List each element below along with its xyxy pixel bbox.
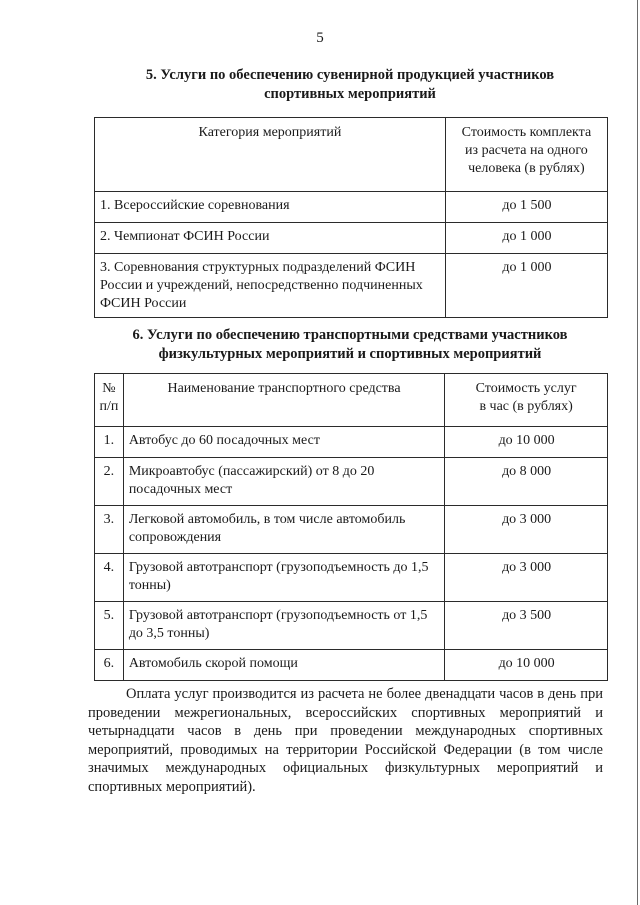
number-header-line-2: п/п <box>99 399 119 414</box>
cost-header-line-3: человека (в рублях) <box>468 161 585 176</box>
vehicle-cell: Грузовой автотранспорт (грузоподъемность от 1,5 до 3,5 тонны) <box>123 602 444 650</box>
cost-cell: до 3 000 <box>445 506 608 554</box>
table-row <box>95 254 608 318</box>
cost-cell: до 10 000 <box>445 427 608 458</box>
section-5-heading-line-1: 5. Услуги по обеспечению сувенирной продукцией участников <box>145 67 555 83</box>
category-cell: 3. Соревнования структурных подразделений ФСИН России и учреждений, непосредственно подчиненных ФСИН России <box>95 254 446 318</box>
section-6-heading <box>90 326 610 364</box>
cost-header-line-2: в час (в рублях) <box>479 399 573 414</box>
row-number-cell: 6. <box>95 650 124 681</box>
page-number: 5 <box>316 30 324 46</box>
cost-cell: до 3 500 <box>445 602 608 650</box>
cost-cell: до 3 000 <box>445 554 608 602</box>
row-number-cell: 2. <box>95 458 124 506</box>
row-number-cell: 5. <box>95 602 124 650</box>
table-header-row <box>95 118 608 192</box>
cost-header-line-2: из расчета на одного <box>465 143 588 158</box>
cost-header-line-1: Стоимость комплекта <box>461 125 592 140</box>
cost-cell: до 1 000 <box>445 254 607 318</box>
cost-cell: до 1 500 <box>445 192 607 223</box>
page-edge-line <box>637 0 638 905</box>
category-cell: 2. Чемпионат ФСИН России <box>95 223 446 254</box>
section-6-heading-line-2: физкультурных мероприятий и спортивных мероприятий <box>158 346 542 362</box>
number-column-header <box>95 374 124 427</box>
table-row <box>95 458 608 506</box>
category-column-header: Категория мероприятий <box>95 118 446 192</box>
number-header-line-1: № <box>102 381 116 396</box>
table-row <box>95 223 608 254</box>
vehicle-cell: Автобус до 60 посадочных мест <box>123 427 444 458</box>
section-6-heading-line-1: 6. Услуги по обеспечению транспортными средствами участников <box>132 327 568 343</box>
table-row <box>95 192 608 223</box>
vehicle-column-header: Наименование транспортного средства <box>123 374 444 427</box>
section-5-heading <box>90 66 610 104</box>
row-number-cell: 3. <box>95 506 124 554</box>
table-row <box>95 602 608 650</box>
transport-cost-table <box>94 373 608 681</box>
cost-column-header <box>445 118 607 192</box>
table-header-row <box>95 374 608 427</box>
cost-column-header <box>445 374 608 427</box>
section-5-heading-line-2: спортивных мероприятий <box>264 86 436 102</box>
table-row <box>95 427 608 458</box>
row-number-cell: 4. <box>95 554 124 602</box>
cost-cell: до 1 000 <box>445 223 607 254</box>
table-row <box>95 650 608 681</box>
payment-note-paragraph: Оплата услуг производится из расчета не более двенадцати часов в день при проведении межрегиональных, всероссийских спортивных мероприятий и четырнадцати часов в день при проведении международных спортивных мероприятий, проводимых на территории Российской Федерации (в том числе значимых международных официальных физкультурных мероприятий и спортивных мероприятий). <box>88 686 603 795</box>
cost-header-line-1: Стоимость услуг <box>475 381 577 396</box>
vehicle-cell: Автомобиль скорой помощи <box>123 650 444 681</box>
cost-cell: до 10 000 <box>445 650 608 681</box>
table-row <box>95 554 608 602</box>
vehicle-cell: Микроавтобус (пассажирский) от 8 до 20 посадочных мест <box>123 458 444 506</box>
row-number-cell: 1. <box>95 427 124 458</box>
vehicle-cell: Грузовой автотранспорт (грузоподъемность до 1,5 тонны) <box>123 554 444 602</box>
category-cell: 1. Всероссийские соревнования <box>95 192 446 223</box>
table-row <box>95 506 608 554</box>
cost-cell: до 8 000 <box>445 458 608 506</box>
vehicle-cell: Легковой автомобиль, в том числе автомобиль сопровождения <box>123 506 444 554</box>
souvenir-cost-table <box>94 117 608 318</box>
